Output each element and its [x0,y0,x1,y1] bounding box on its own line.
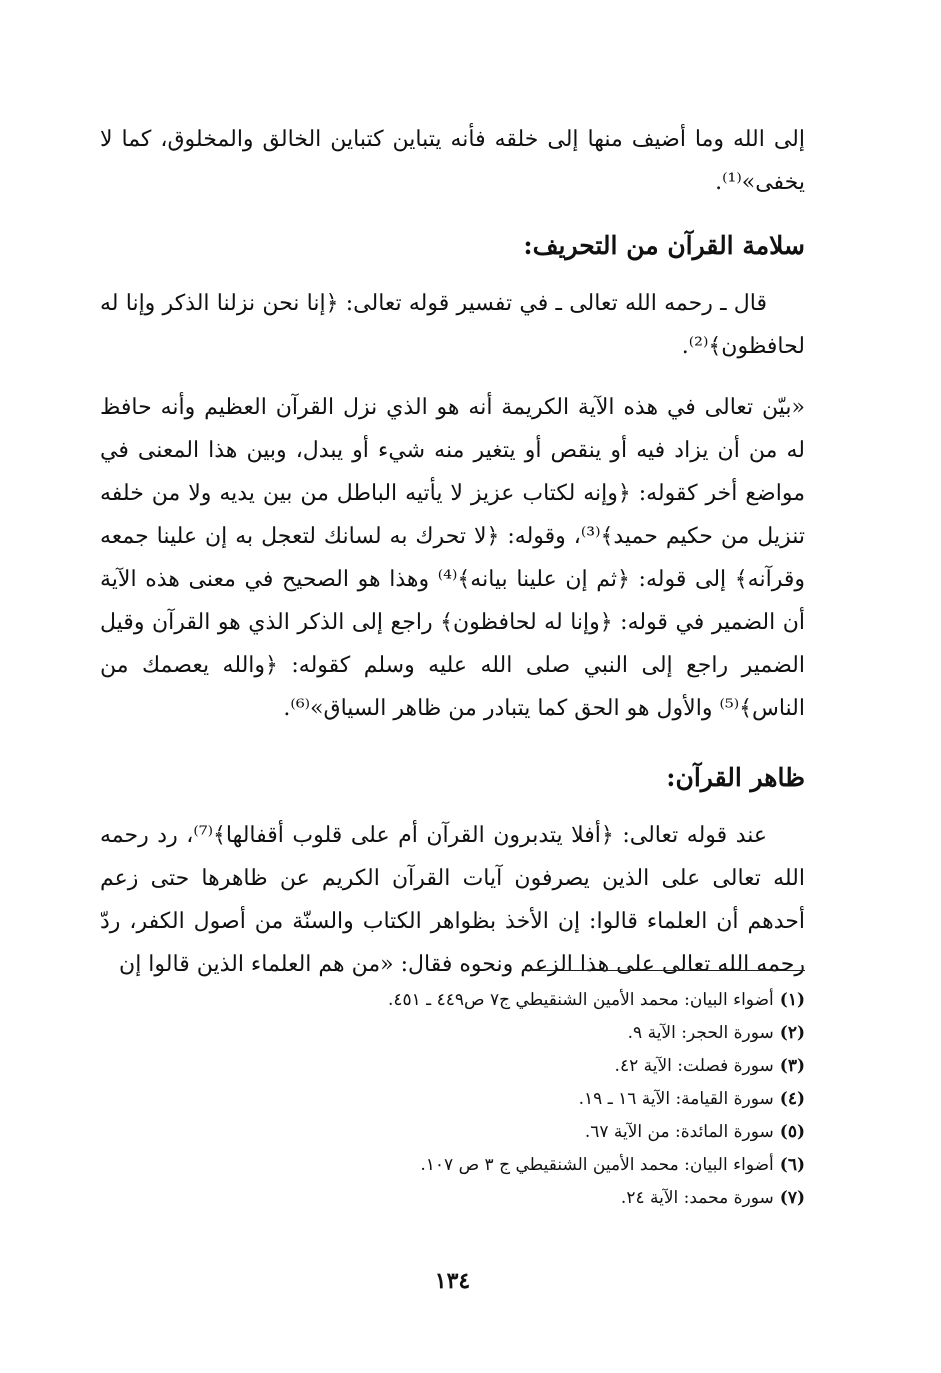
footnote-text: سورة المائدة: من الآية ٦٧. [584,1122,774,1142]
footnote-number: (٥) [779,1122,805,1142]
footnote-item [100,1116,805,1149]
book-page [100,118,805,1318]
footnote-number: (٧) [779,1188,805,1208]
footnote-number: (٣) [779,1056,805,1076]
apparent-meaning-paragraph: عند قوله تعالى: ﴿أفلا يتدبرون القرآن أم على قلوب أقفالها﴾⁽⁷⁾، رد رحمه الله تعالى على الذين يصرفون آيات القرآن الكريم عن ظاهرها حتى زعم أحدهم أن العلماء قالوا: إن الأخذ بظواهر الكتاب والسنّة من أصول الكفر، ردّ رحمه الله تعالى على هذا الزعم ونحوه فقال: «من هم العلماء الذين قالوا إن [100,823,805,977]
footnotes-list [100,984,805,1215]
footnote-item [100,1149,805,1182]
footnote-text: سورة القيامة: الآية ١٦ ـ ١٩. [578,1089,774,1109]
footnote-item [100,1050,805,1083]
section-heading-quran-preservation: سلامة القرآن من التحريف: [523,231,805,260]
footnote-item [100,1182,805,1215]
footnote-text: أضواء البيان: محمد الأمين الشنقيطي ج ٣ ص ١٠٧. [420,1155,774,1175]
intro-paragraph: إلى الله وما أضيف منها إلى خلقه فأنه يتباين كتباين الخالق والمخلوق، كما لا يخفى»⁽¹⁾. [100,127,805,195]
page-number: ١٣٤ [434,1268,471,1294]
footnote-number: (١) [779,990,805,1010]
footnote-item [100,1083,805,1116]
footnote-text: سورة الحجر: الآية ٩. [627,1023,774,1043]
footnote-item [100,1017,805,1050]
footnote-item [100,984,805,1017]
tafsir-intro-paragraph: قال ـ رحمه الله تعالى ـ في تفسير قوله تعالى: ﴿إنا نحن نزلنا الذكر وإنا له لحافظون﴾⁽²⁾. [100,291,805,359]
footnote-text: سورة محمد: الآية ٢٤. [620,1188,774,1208]
footnote-number: (٢) [779,1023,805,1043]
section-heading-quran-apparent-meaning: ظاهر القرآن: [666,763,805,792]
footnote-number: (٤) [779,1089,805,1109]
footnote-text: أضواء البيان: محمد الأمين الشنقيطي ج٧ ص٤٤٩ ـ ٤٥١. [387,990,774,1010]
footnote-divider [533,970,805,971]
footnote-text: سورة فصلت: الآية ٤٢. [614,1056,774,1076]
footnote-number: (٦) [779,1155,805,1175]
tafsir-quote-paragraph: «بيّن تعالى في هذه الآية الكريمة أنه هو الذي نزل القرآن العظيم وأنه حافظ له من أن يزاد فيه أو ينقص أو يتغير منه شيء أو يبدل، وبين هذا المعنى في مواضع أخر كقوله: ﴿وإنه لكتاب عزيز لا يأتيه الباطل من بين يديه ولا من خلفه تنزيل من حكيم حميد﴾⁽³⁾، وقوله: ﴿لا تحرك به لسانك لتعجل به إن علينا جمعه وقرآنه﴾ إلى قوله: ﴿ثم إن علينا بيانه﴾⁽⁴⁾ وهذا هو الصحيح في معنى هذه الآية أن الضمير في قوله: ﴿وإنا له لحافظون﴾ راجع إلى الذكر الذي هو القرآن وقيل الضمير راجع إلى النبي صلى الله عليه وسلم كقوله: ﴿والله يعصمك من الناس﴾⁽⁵⁾ والأول هو الحق كما يتبادر من ظاهر السياق»⁽⁶⁾. [100,395,805,721]
